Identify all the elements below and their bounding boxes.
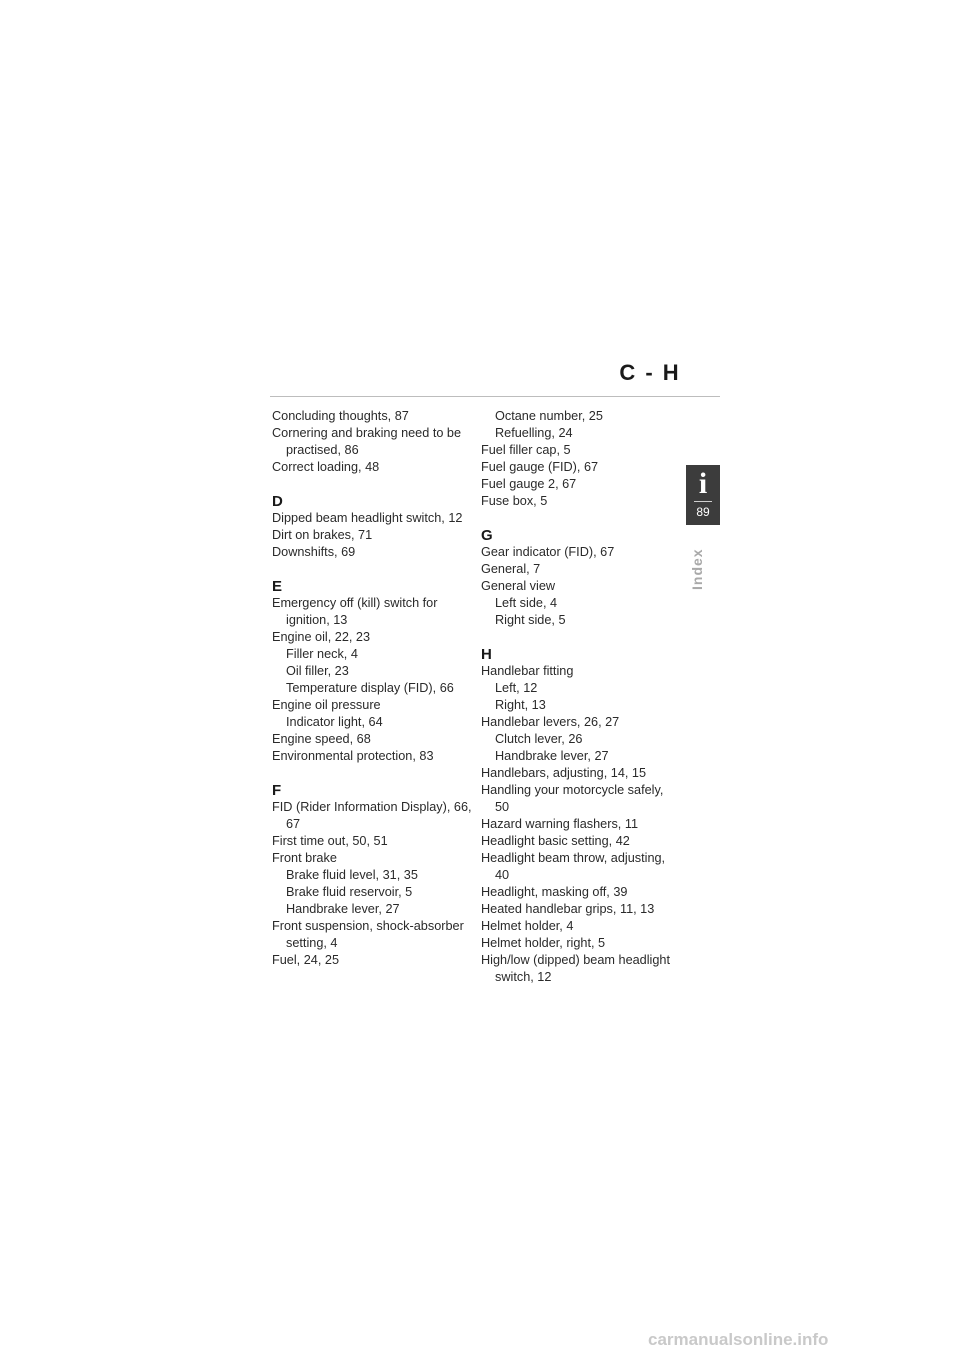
- index-letter-heading: E: [272, 578, 283, 595]
- index-entry: Fuel gauge 2, 67: [481, 477, 577, 491]
- index-letter-heading: F: [272, 782, 282, 799]
- index-subentry: Oil filler, 23: [286, 664, 349, 678]
- index-label: Index: [689, 548, 705, 590]
- header-rule: [270, 396, 720, 397]
- index-entry: Environmental protection, 83: [272, 749, 434, 763]
- index-entry: Gear indicator (FID), 67: [481, 545, 615, 559]
- index-entry: Helmet holder, right, 5: [481, 936, 606, 950]
- index-subentry: Left, 12: [495, 681, 538, 695]
- info-icon: i: [698, 467, 708, 500]
- index-entry: Fuel, 24, 25: [272, 953, 340, 967]
- index-entry: Helmet holder, 4: [481, 919, 574, 933]
- index-entry: Dirt on brakes, 71: [272, 528, 373, 542]
- index-subentry: Octane number, 25: [495, 409, 603, 423]
- index-entry: Headlight beam throw, adjusting, 40: [481, 851, 666, 882]
- watermark: carmanualsonline.info: [648, 1330, 829, 1349]
- index-entry: General, 7: [481, 562, 541, 576]
- index-subentry: Indicator light, 64: [286, 715, 383, 729]
- index-subentry: Clutch lever, 26: [495, 732, 583, 746]
- index-subentry: Right, 13: [495, 698, 546, 712]
- index-subentry: Handbrake lever, 27: [286, 902, 400, 916]
- index-entry: Heated handlebar grips, 11, 13: [481, 902, 655, 916]
- index-entry: Fuse box, 5: [481, 494, 548, 508]
- index-subentry: Temperature display (FID), 66: [286, 681, 454, 695]
- index-tab: [686, 465, 720, 525]
- index-entry: FID (Rider Information Display), 66, 67: [272, 800, 472, 831]
- section-title: C - H: [619, 360, 681, 385]
- index-entry: Handling your motorcycle safely, 50: [481, 783, 664, 814]
- index-entry: Emergency off (kill) switch for ignition, 13: [272, 596, 438, 627]
- page-number: 89: [696, 505, 710, 519]
- index-entry: Dipped beam headlight switch, 12: [272, 511, 463, 525]
- index-entry: First time out, 50, 51: [272, 834, 388, 848]
- index-entry: High/low (dipped) beam headlight switch, 12: [481, 953, 671, 984]
- index-entry: Fuel filler cap, 5: [481, 443, 571, 457]
- index-column-left: [272, 408, 472, 969]
- index-entry: Fuel gauge (FID), 67: [481, 460, 599, 474]
- index-entry: Engine oil pressure: [272, 698, 381, 712]
- index-subentry: Filler neck, 4: [286, 647, 358, 661]
- index-subentry: Refuelling, 24: [495, 426, 573, 440]
- index-entry: Concluding thoughts, 87: [272, 409, 409, 423]
- index-subentry: Handbrake lever, 27: [495, 749, 609, 763]
- index-entry: Front brake: [272, 851, 337, 865]
- index-entry: General view: [481, 579, 556, 593]
- index-entry: Handlebar levers, 26, 27: [481, 715, 620, 729]
- index-entry: Headlight basic setting, 42: [481, 834, 630, 848]
- index-entry: Engine speed, 68: [272, 732, 371, 746]
- tab-divider: [694, 501, 712, 502]
- index-subentry: Brake fluid reservoir, 5: [286, 885, 413, 899]
- index-entry: Handlebars, adjusting, 14, 15: [481, 766, 647, 780]
- index-column-right: [481, 408, 681, 986]
- index-letter-heading: H: [481, 646, 492, 663]
- index-subentry: Brake fluid level, 31, 35: [286, 868, 418, 882]
- index-entry: Front suspension, shock-absorber setting, 4: [272, 919, 464, 950]
- index-entry: Correct loading, 48: [272, 460, 380, 474]
- index-entry: Cornering and braking need to be practised, 86: [272, 426, 462, 457]
- index-subentry: Right side, 5: [495, 613, 566, 627]
- index-entry: Downshifts, 69: [272, 545, 356, 559]
- index-subentry: Left side, 4: [495, 596, 558, 610]
- index-entry: Handlebar fitting: [481, 664, 574, 678]
- index-entry: Headlight, masking off, 39: [481, 885, 628, 899]
- index-letter-heading: G: [481, 527, 493, 544]
- index-entry: Hazard warning flashers, 11: [481, 817, 639, 831]
- index-letter-heading: D: [272, 493, 283, 510]
- index-entry: Engine oil, 22, 23: [272, 630, 371, 644]
